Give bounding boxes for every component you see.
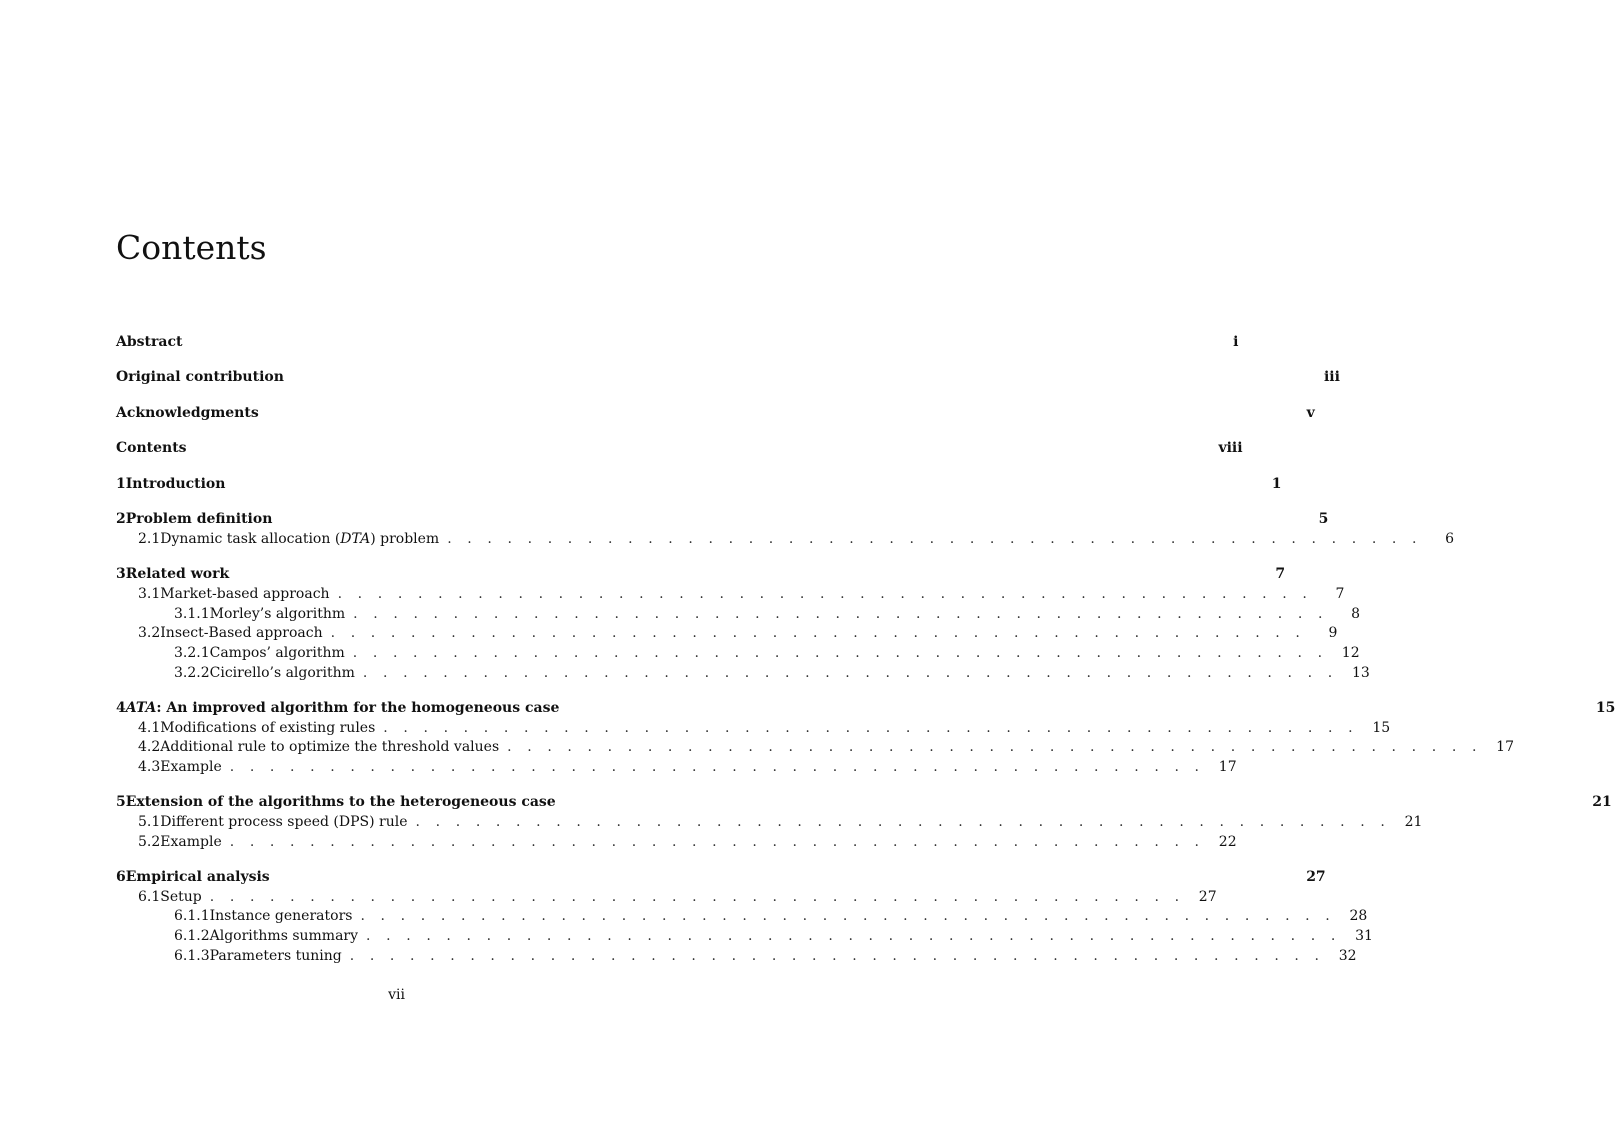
toc-entry[interactable] (138, 759, 1237, 779)
toc-entry-page: 22 (1218, 834, 1237, 850)
toc-entry[interactable] (138, 834, 1237, 854)
dot-leader: . . . . . . . . . . . . . . . . . . . . . . . . . . . . . . . . . . . . . . . . . . . . . . . . . (366, 928, 1341, 944)
toc-entry-title: Problem definition (125, 511, 273, 527)
dot-leader: . . . . . . . . . . . . . . . . . . . . . . . . . . . . . . . . . . . . . . . . . . . . . . . . . (362, 665, 1338, 681)
toc-entry[interactable] (174, 606, 1361, 626)
toc-entry-title: Introduction (125, 476, 226, 492)
dot-leader: . . . . . . . . . . . . . . . . . . . . . . . . . . . . . . . . . . . . . . . . . . . . . . . . . (349, 948, 1325, 964)
toc-entry-number: 3.2.1 (174, 645, 210, 661)
toc-entry-number: 4 (116, 700, 126, 716)
dot-leader: . . . . . . . . . . . . . . . . . . . . . . . . . . . . . . . . . . . . . . . . . . . . . . . . . (383, 720, 1359, 736)
toc-entry-page: 1 (1271, 476, 1282, 492)
toc-entry-title: Empirical analysis (125, 869, 270, 885)
toc-entry[interactable] (138, 889, 1217, 909)
toc-entry-title: Extension of the algorithms to the heterogeneous case (125, 794, 556, 810)
toc-entry[interactable] (138, 625, 1338, 645)
toc-entry-title: Parameters tuning (209, 948, 342, 964)
toc-entry-number: 3.1 (138, 586, 161, 602)
toc-entry-number: 5.2 (138, 834, 161, 850)
dot-leader: . . . . . . . . . . . . . . . . . . . . . . . . . . . . . . . . . . . . . . . . . . . . . . . . . (229, 834, 1205, 850)
toc-entry-number: 5 (116, 794, 126, 810)
toc-entry-title: Algorithms summary (209, 928, 359, 944)
toc-entry-number: 4.3 (138, 759, 161, 775)
toc-entry-title: Original contribution (116, 369, 284, 385)
page-title: Contents (116, 228, 267, 267)
toc-entry[interactable] (138, 586, 1345, 606)
toc-entry[interactable] (138, 814, 1423, 834)
toc-entry[interactable] (174, 665, 1370, 685)
toc-entry-title: ATA: An improved algorithm for the homogeneous case (125, 700, 560, 716)
toc-entry[interactable] (116, 476, 1282, 496)
toc-entry-page: 8 (1351, 606, 1361, 622)
toc-entry[interactable] (116, 405, 1315, 425)
toc-entry-number: 6.1.3 (174, 948, 210, 964)
toc-entry-number: 3 (116, 566, 126, 582)
toc-entry-page: 7 (1275, 566, 1286, 582)
dot-leader: . . . . . . . . . . . . . . . . . . . . . . . . . . . . . . . . . . . . . . . . . . . . . . . . . (352, 645, 1328, 661)
toc-entry-number: 4.1 (138, 720, 161, 736)
toc-entry-page: 17 (1496, 739, 1514, 755)
toc-entry-page: 9 (1328, 625, 1338, 641)
dot-leader: . . . . . . . . . . . . . . . . . . . . . . . . . . . . . . . . . . . . . . . . . . . . . . . . . (360, 908, 1336, 924)
toc-entry-page: 6 (1445, 531, 1455, 547)
toc-entry[interactable] (174, 908, 1368, 928)
toc-entry[interactable] (116, 369, 1340, 389)
toc-entry-page: 32 (1338, 948, 1357, 964)
toc-entry-page: 17 (1218, 759, 1237, 775)
page-number: vii (388, 987, 405, 1003)
toc-entry[interactable] (116, 869, 1326, 889)
toc-entry[interactable] (116, 794, 1612, 814)
toc-entry-page: 5 (1318, 511, 1329, 527)
toc-entry-page: 28 (1349, 908, 1368, 924)
toc-entry-title: Contents (116, 440, 187, 456)
toc-entry-page: 15 (1595, 700, 1615, 716)
toc-entry-title: Cicirello’s algorithm (209, 665, 355, 681)
toc-entry-page: 15 (1372, 720, 1391, 736)
toc-entry-title: Additional rule to optimize the threshold values (160, 739, 500, 755)
toc-entry-title: Abstract (116, 334, 183, 350)
toc-entry-number: 2 (116, 511, 126, 527)
toc-entry-title: Modifications of existing rules (160, 720, 376, 736)
toc-entry-page: 21 (1592, 794, 1612, 810)
toc-entry-title: Dynamic task allocation (DTA) problem (160, 531, 440, 547)
toc-entry-title: Instance generators (209, 908, 353, 924)
toc-entry[interactable] (116, 566, 1286, 586)
toc-entry-number: 3.2 (138, 625, 161, 641)
dot-leader: . . . . . . . . . . . . . . . . . . . . . . . . . . . . . . . . . . . . . . . . . . . . . . . . . (229, 759, 1205, 775)
toc-entry-number: 1 (116, 476, 126, 492)
toc-entry-page: iii (1323, 369, 1340, 385)
toc-entry-title: Example (160, 834, 222, 850)
toc-entry[interactable] (116, 700, 1615, 720)
toc-entry[interactable] (138, 531, 1455, 551)
toc-entry-page: i (1233, 334, 1239, 350)
toc-entry[interactable] (116, 511, 1329, 531)
toc-entry[interactable] (116, 440, 1243, 460)
toc-entry[interactable] (174, 928, 1373, 948)
dot-leader: . . . . . . . . . . . . . . . . . . . . . . . . . . . . . . . . . . . . . . . . . . . . . . . . . (337, 586, 1313, 602)
toc-entry-page: viii (1218, 440, 1243, 456)
toc-entry-page: v (1306, 405, 1315, 421)
toc-entry[interactable] (138, 739, 1514, 759)
toc-entry-title: Acknowledgments (116, 405, 259, 421)
toc-entry-page: 13 (1351, 665, 1370, 681)
toc-entry-page: 31 (1355, 928, 1373, 944)
dot-leader: . . . . . . . . . . . . . . . . . . . . . . . . . . . . . . . . . . . . . . . . . . . . . . . . . (507, 739, 1482, 755)
toc-entry-number: 6 (116, 869, 126, 885)
toc-entry-title: Market-based approach (160, 586, 330, 602)
toc-entry[interactable] (174, 645, 1360, 665)
toc-entry-page: 7 (1335, 586, 1345, 602)
toc-entry-title: Example (160, 759, 222, 775)
toc-entry-number: 2.1 (138, 531, 161, 547)
dot-leader: . . . . . . . . . . . . . . . . . . . . . . . . . . . . . . . . . . . . . . . . . . . . . . . . . (415, 814, 1391, 830)
toc-entry-title: Morley’s algorithm (209, 606, 346, 622)
toc-entry-title: Insect-Based approach (160, 625, 323, 641)
toc-entry-page: 21 (1404, 814, 1423, 830)
toc-entry[interactable] (174, 948, 1357, 968)
dot-leader: . . . . . . . . . . . . . . . . . . . . . . . . . . . . . . . . . . . . . . . . . . . . . . . . . (209, 889, 1185, 905)
toc-entry-page: 12 (1341, 645, 1360, 661)
toc-entry-number: 3.1.1 (174, 606, 210, 622)
toc-entry-number: 6.1.1 (174, 908, 210, 924)
toc-entry[interactable] (138, 720, 1391, 740)
toc-entry-title: Campos’ algorithm (209, 645, 345, 661)
toc-entry[interactable] (116, 334, 1239, 354)
toc-entry-title: Related work (125, 566, 230, 582)
toc-entry-number: 6.1.2 (174, 928, 210, 944)
dot-leader: . . . . . . . . . . . . . . . . . . . . . . . . . . . . . . . . . . . . . . . . . . . . . . . . . (330, 625, 1306, 641)
toc-entry-number: 6.1 (138, 889, 161, 905)
toc-entry-page: 27 (1198, 889, 1217, 905)
toc-entry-number: 3.2.2 (174, 665, 210, 681)
toc-entry-number: 5.1 (138, 814, 161, 830)
toc-entry-title: Different process speed (DPS) rule (160, 814, 408, 830)
toc-entry-title: Setup (160, 889, 202, 905)
dot-leader: . . . . . . . . . . . . . . . . . . . . . . . . . . . . . . . . . . . . . . . . . . . . . . . . . (353, 606, 1329, 622)
toc-entry-page: 27 (1306, 869, 1326, 885)
toc-entry-number: 4.2 (138, 739, 161, 755)
dot-leader: . . . . . . . . . . . . . . . . . . . . . . . . . . . . . . . . . . . . . . . . . . . . . . . . . (447, 531, 1423, 547)
